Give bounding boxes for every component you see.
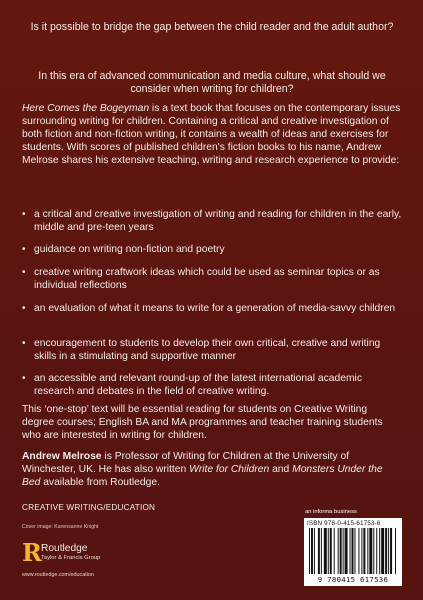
barcode-bar: [358, 528, 359, 574]
isbn-label: ISBN 978-0-415-61753-6: [307, 520, 381, 527]
informa-tagline: an informa business: [305, 509, 357, 515]
outro-paragraph: This ‘one-stop’ text will be essential reading for students on Creative Writing degree courses; English BA and MA programmes and teacher training students who are interested in writing for children.: [22, 404, 383, 442]
barcode-bar: [369, 528, 372, 574]
list-item-text: creative writing craftwork ideas which could be used as seminar topics or as individual reflections: [34, 267, 380, 292]
barcode-bar: [381, 528, 384, 574]
publisher-subtitle: Taylor & Francis Group: [41, 555, 101, 561]
barcode-bar: [330, 528, 332, 574]
bullet-dot: •: [22, 338, 26, 349]
barcode-bar: [354, 528, 355, 574]
author-bio-text: and: [269, 464, 293, 476]
author-name: Andrew Melrose: [22, 451, 102, 462]
barcode-bar: [388, 528, 389, 574]
book-title-1: Write for Children: [189, 464, 270, 476]
list-item: [22, 302, 402, 315]
barcode-bar: [395, 528, 396, 574]
barcode-bar: [343, 528, 344, 574]
barcode-bars-icon: [309, 528, 397, 574]
publisher-name: Routledge: [41, 543, 88, 554]
book-title-2: Monsters Under the Bed: [22, 464, 383, 489]
barcode-bar: [390, 528, 392, 574]
barcode-bar: [352, 528, 354, 574]
intro-paragraph: [22, 102, 402, 167]
author-bio-text: available from Routledge.: [40, 477, 160, 489]
publisher-block: [22, 540, 162, 580]
bullet-dot: •: [22, 209, 26, 220]
barcode-bar: [367, 528, 368, 574]
barcode-bar: [321, 528, 322, 574]
list-item-text: encouragement to students to develop their own critical, creative and writing skills in a stimulating and supportive manner: [34, 338, 381, 363]
barcode-bar: [373, 528, 374, 574]
list-item-text: guidance on writing non-fiction and poetry: [34, 244, 225, 255]
list-item-text: an evaluation of what it means to write for a generation of media-savvy children: [34, 303, 396, 314]
category-label: CREATIVE WRITING/EDUCATION: [22, 503, 156, 512]
book-title: Here Comes the Bogeyman: [22, 103, 150, 114]
publisher-url: www.routledge.com/education: [22, 572, 94, 578]
barcode-bar: [324, 528, 327, 574]
barcode-bar: [345, 528, 348, 574]
barcode-bar: [385, 528, 387, 574]
barcode-bar: [340, 528, 342, 574]
barcode-bar: [318, 528, 320, 574]
list-item: [22, 208, 402, 234]
barcode-digits: 9 780415 617536: [317, 575, 389, 584]
barcode-bar: [379, 528, 380, 574]
barcode-bar: [376, 528, 377, 574]
bullet-dot: •: [22, 244, 26, 255]
bullet-dot: •: [22, 267, 26, 278]
author-bio: [22, 450, 402, 489]
bullet-dot: •: [22, 303, 26, 314]
barcode-bar: [334, 528, 335, 574]
barcode-bar: [361, 528, 362, 574]
barcode-bar: [309, 528, 310, 574]
list-item: [22, 266, 402, 292]
list-item-text: an accessible and relevant round-up of the latest international academic research and debates in the field of creative writing.: [34, 373, 362, 398]
barcode-bar: [338, 528, 339, 574]
routledge-logo-icon: R: [22, 538, 42, 567]
cover-credit: Cover image: Karensanne Knight: [22, 524, 99, 530]
list-item: [22, 372, 402, 398]
list-item-text: a critical and creative investigation of writing and reading for children in the early, middle and pre-teen years: [34, 209, 402, 234]
list-item: [22, 337, 402, 363]
intro-text: is a text book that focuses on the contemporary issues surrounding writing for children. Containing a critical and creative investigation of both fiction and non-fiction writing, it contains a wealth of ideas and exercises for students. With scores of published children's fiction books to his name, Andrew Melrose shares his extensive teaching, writing and research experience to provide:: [22, 103, 401, 167]
list-item: [22, 243, 402, 256]
barcode-bar: [311, 528, 313, 574]
bullet-dot: •: [22, 373, 26, 384]
author-bio-text: is Professor of Writing for Children at the University of Winchester, UK. He has also written: [22, 451, 350, 476]
barcode-bar: [314, 528, 315, 574]
barcode: [304, 518, 402, 586]
barcode-bar: [363, 528, 365, 574]
barcode-bar: [350, 528, 351, 574]
question-2: In this era of advanced communication and media culture, what should we consider when writing for children?: [38, 70, 386, 95]
barcode-bar: [328, 528, 329, 574]
question-1: Is it possible to bridge the gap between the child reader and the adult author?: [30, 21, 394, 33]
